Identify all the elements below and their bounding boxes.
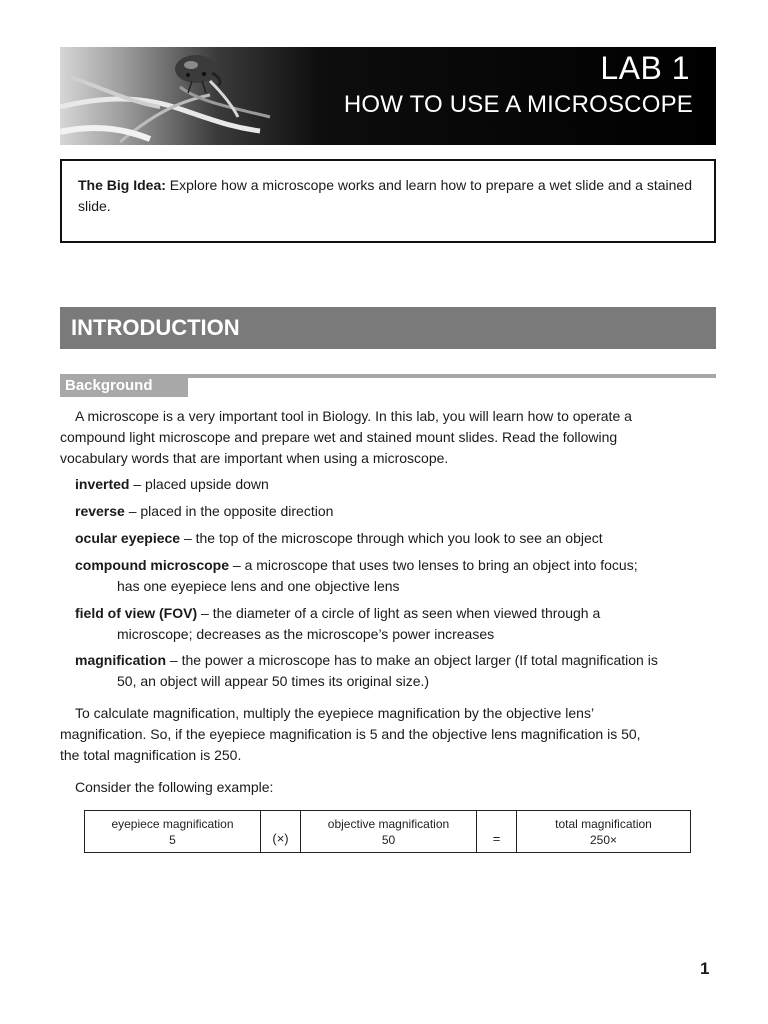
intro-line-3: vocabulary words that are important when using a microscope. [60, 450, 449, 466]
vocab-term: field of view (FOV) [75, 605, 198, 621]
intro-line-1: A microscope is a very important tool in Biology. In this lab, you will learn how to operate a [75, 408, 632, 424]
equals-symbol: = [492, 830, 501, 846]
vocab-item-reverse [75, 501, 715, 522]
vocab-definition: – placed upside down [129, 476, 269, 492]
page-number: 1 [700, 959, 710, 978]
introduction-heading: INTRODUCTION [71, 315, 240, 340]
ladybug-on-plant-image [60, 47, 390, 145]
lab-title: HOW TO USE A MICROSCOPE [343, 91, 693, 118]
vocab-item-field-of-view [75, 603, 715, 645]
times-cell [261, 811, 301, 852]
eyepiece-cell [85, 811, 261, 852]
objective-label: objective magnification [327, 816, 450, 831]
vocab-item-magnification [75, 650, 715, 692]
vocab-term: inverted [75, 476, 130, 492]
vocab-item-inverted [75, 474, 715, 495]
big-idea-label: The Big Idea: [78, 177, 166, 193]
lab-number: LAB 1 [600, 50, 690, 86]
objective-cell [301, 811, 477, 852]
vocab-definition: – the diameter of a circle of light as seen when viewed through a [197, 605, 601, 621]
vocab-definition: – a microscope that uses two lenses to bring an object into focus; [229, 557, 638, 573]
vocab-term: compound microscope [75, 557, 230, 573]
introduction-heading-bar [60, 307, 716, 349]
vocab-term: reverse [75, 503, 125, 519]
intro-paragraph [60, 406, 716, 469]
vocab-definition: – the top of the microscope through which you look to see an object [180, 530, 603, 546]
total-cell [517, 811, 690, 852]
big-idea-paragraph [78, 175, 708, 217]
calc-line-3: the total magnification is 250. [60, 747, 242, 763]
calculation-paragraph [60, 703, 716, 766]
times-symbol: (×) [272, 830, 289, 846]
vocab-continuation: has one eyepiece lens and one objective lens [117, 578, 400, 594]
total-value: 250× [589, 832, 618, 847]
background-heading: Background [65, 377, 153, 394]
equals-cell [477, 811, 517, 852]
intro-line-2: compound light microscope and prepare wet and stained mount slides. Read the following [60, 429, 618, 445]
background-label-box [60, 374, 188, 397]
big-idea-box [60, 159, 716, 243]
calc-line-1: To calculate magnification, multiply the eyepiece magnification by the objective lens’ [75, 705, 595, 721]
vocab-term: ocular eyepiece [75, 530, 181, 546]
magnification-example-table [84, 810, 691, 853]
calc-line-2: magnification. So, if the eyepiece magnification is 5 and the objective lens magnification is 50, [60, 726, 641, 742]
total-label: total magnification [555, 816, 652, 831]
big-idea-text: Explore how a microscope works and learn how to prepare a wet slide and a stained slide. [78, 177, 692, 214]
vocab-item-compound-microscope [75, 555, 715, 597]
eyepiece-value: 5 [169, 832, 176, 847]
vocab-continuation: 50, an object will appear 50 times its original size.) [117, 673, 430, 689]
vocab-definition: – placed in the opposite direction [124, 503, 334, 519]
vocab-continuation: microscope; decreases as the microscope’s power increases [117, 626, 495, 642]
eyepiece-label: eyepiece magnification [111, 816, 234, 831]
example-intro: Consider the following example: [75, 779, 274, 795]
vocab-item-ocular-eyepiece [75, 528, 715, 549]
objective-value: 50 [381, 832, 396, 847]
lab-banner [60, 47, 716, 145]
vocab-definition: – the power a microscope has to make an object larger (If total magnification is [166, 652, 658, 668]
vocab-term: magnification [75, 652, 167, 668]
